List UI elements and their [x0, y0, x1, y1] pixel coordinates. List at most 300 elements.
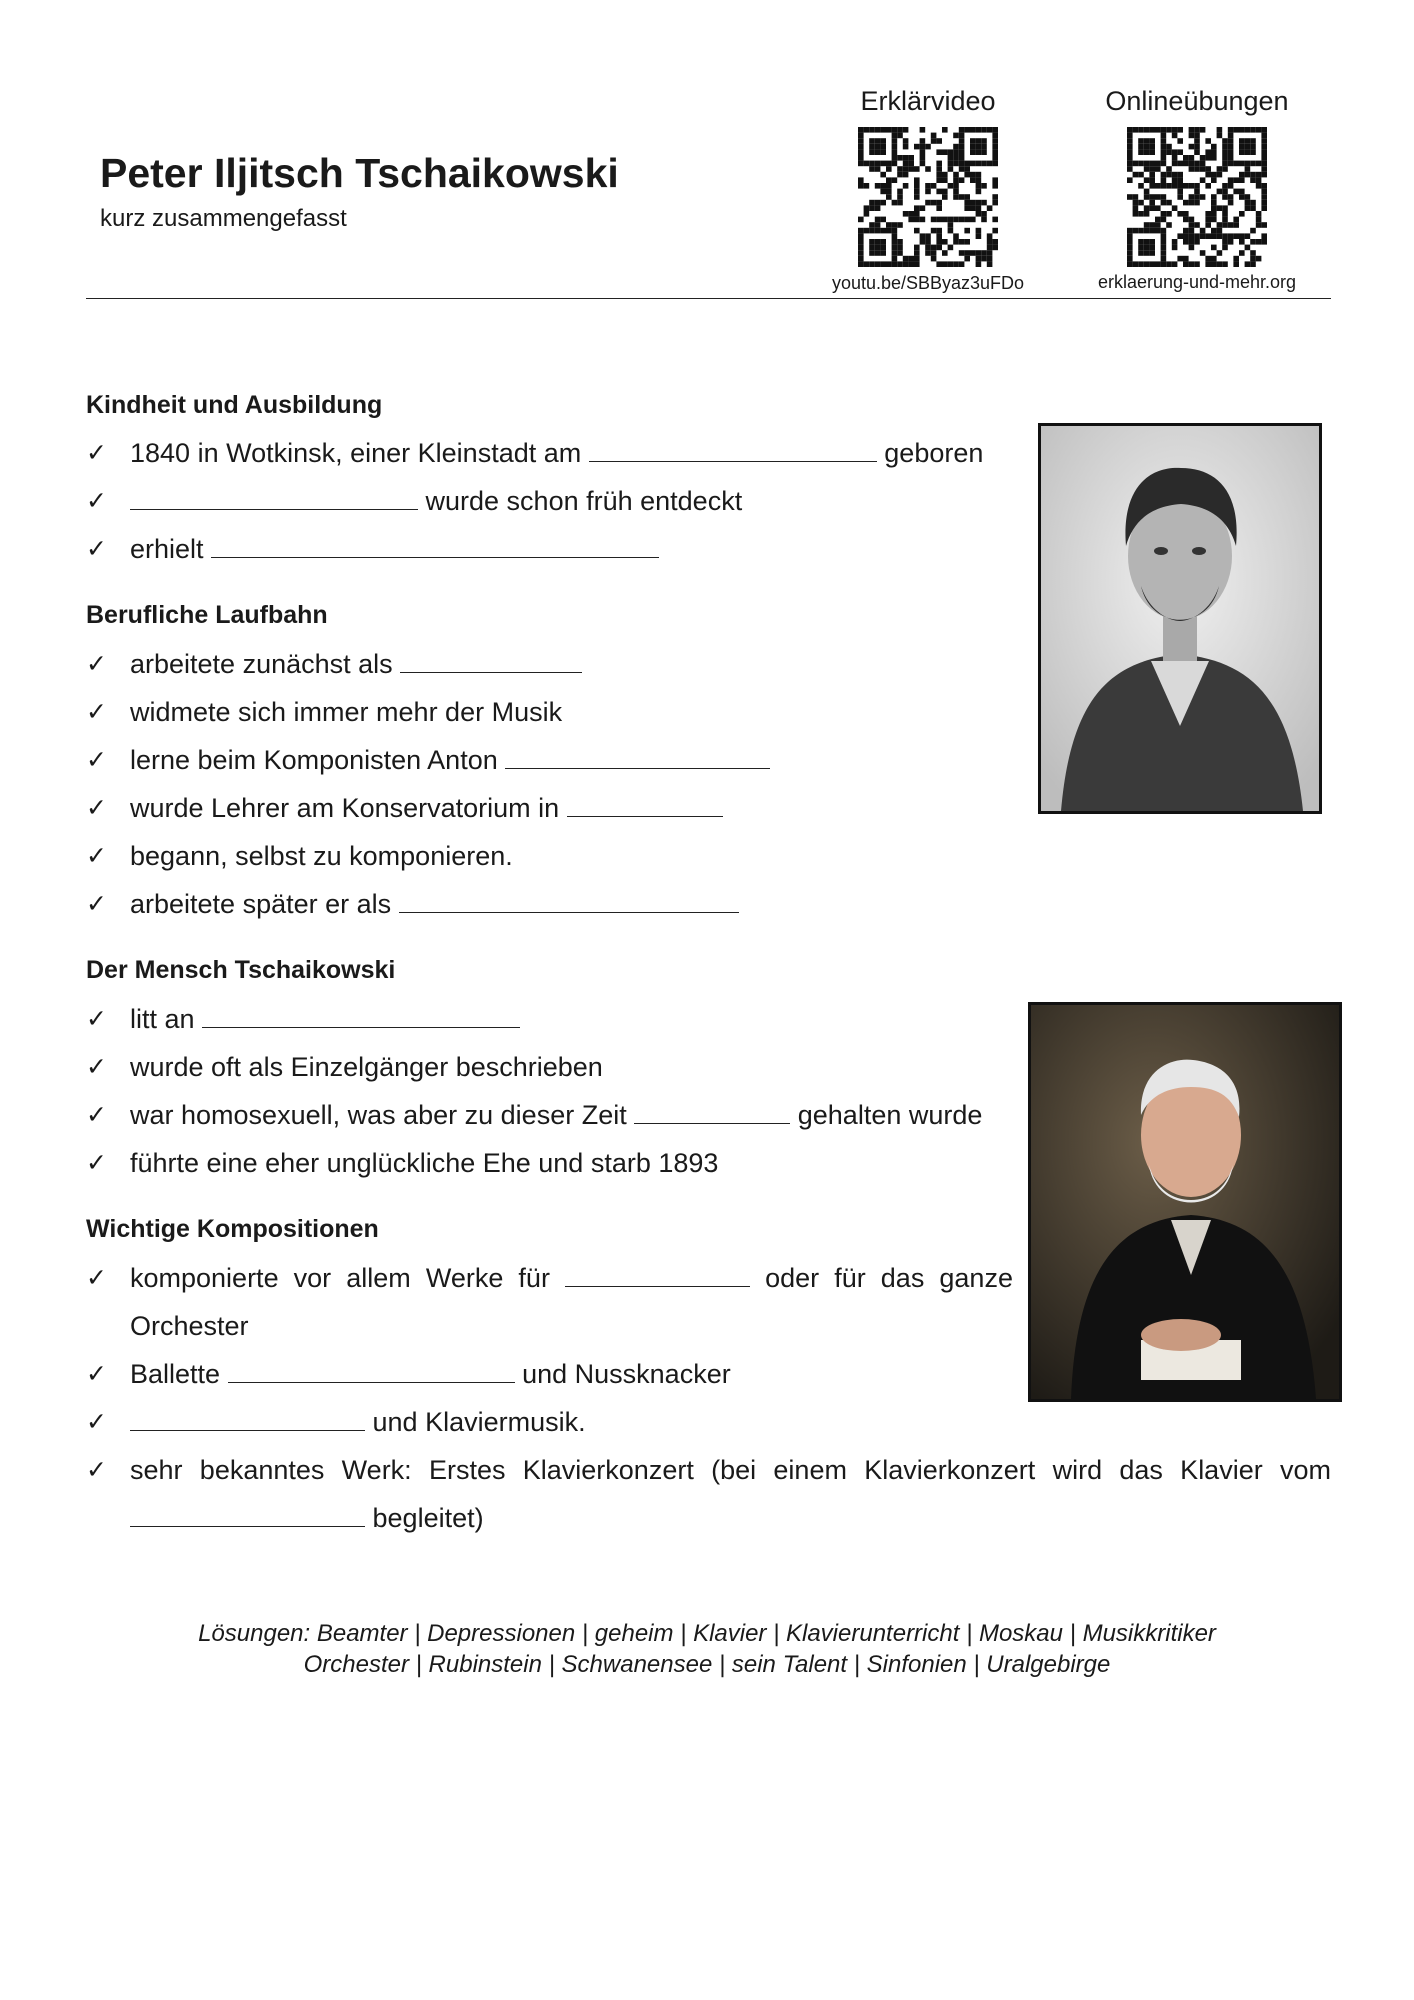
- qr-module: [1166, 127, 1172, 133]
- heading-mensch: Der Mensch Tschaikowski: [86, 956, 396, 984]
- qr-module: [864, 183, 870, 189]
- qr-module: [1233, 222, 1239, 228]
- item-text: sehr bekanntes Werk: Erstes Klavierkonzert (bei einem Klavierkonzert wird das Klavier vom: [130, 1455, 1331, 1485]
- qr-module: [1200, 194, 1206, 200]
- qr-module: [1127, 261, 1133, 267]
- qr-module: [1261, 161, 1267, 167]
- item-text: lerne beim Komponisten Anton: [130, 745, 498, 775]
- qr-module: [914, 250, 920, 256]
- qr-module: [1138, 149, 1144, 155]
- qr-module: [1161, 127, 1167, 133]
- solutions-line-2: Orchester | Rubinstein | Schwanensee | sein Talent | Sinfonien | Uralgebirge: [303, 1651, 1111, 1678]
- qr-module: [959, 127, 965, 133]
- qr-module: [1211, 261, 1217, 267]
- qr-module: [964, 250, 970, 256]
- qr-module: [1149, 222, 1155, 228]
- fill-in-blank[interactable]: [565, 1260, 750, 1287]
- qr-module: [1189, 239, 1195, 245]
- check-icon: ✓: [86, 794, 107, 822]
- qr-module: [903, 138, 909, 144]
- qr-module: [1261, 127, 1267, 133]
- qr-module: [1138, 183, 1144, 189]
- qr-module: [1211, 228, 1217, 234]
- qr-module: [1228, 155, 1234, 161]
- qr-module: [1189, 155, 1195, 161]
- qr-module: [981, 183, 987, 189]
- qr-module: [880, 261, 886, 267]
- qr-module: [925, 250, 931, 256]
- qr-module: [953, 261, 959, 267]
- qr-module: [1155, 161, 1161, 167]
- qr-module: [864, 261, 870, 267]
- qr-module: [903, 211, 909, 217]
- qr-module: [1189, 166, 1195, 172]
- qr-module: [880, 149, 886, 155]
- page-subtitle: kurz zusammengefasst: [100, 205, 347, 232]
- qr-module: [1133, 161, 1139, 167]
- qr-module: [1205, 256, 1211, 262]
- qr-code-video-icon[interactable]: [858, 127, 998, 265]
- qr-module: [925, 166, 931, 172]
- qr-module: [970, 172, 976, 178]
- qr-module: [1149, 161, 1155, 167]
- qr-module: [869, 261, 875, 267]
- qr-module: [1194, 261, 1200, 267]
- qr-module: [936, 239, 942, 245]
- qr-module: [1144, 177, 1150, 183]
- qr-module: [1127, 144, 1133, 150]
- qr-module: [880, 250, 886, 256]
- qr-code-exercises-icon[interactable]: [1127, 127, 1267, 265]
- fill-in-blank[interactable]: [130, 1404, 365, 1431]
- qr-module: [1211, 172, 1217, 178]
- qr-module: [880, 189, 886, 195]
- qr-module: [1211, 233, 1217, 239]
- qr-module: [914, 189, 920, 195]
- qr-module: [1228, 200, 1234, 206]
- qr-module: [925, 189, 931, 195]
- qr-module: [964, 200, 970, 206]
- qr-module: [1149, 194, 1155, 200]
- fill-in-blank[interactable]: [211, 531, 659, 558]
- qr-module: [1177, 256, 1183, 262]
- qr-module: [892, 250, 898, 256]
- qr-module: [1127, 127, 1133, 133]
- qr-module: [964, 172, 970, 178]
- list-item: [86, 832, 513, 880]
- qr-module: [936, 200, 942, 206]
- qr-module: [1155, 261, 1161, 267]
- qr-module: [1177, 127, 1183, 133]
- qr-module: [936, 217, 942, 223]
- qr-module: [897, 239, 903, 245]
- qr-module: [869, 200, 875, 206]
- qr-module: [1245, 200, 1251, 206]
- qr-module: [908, 217, 914, 223]
- qr-module: [920, 127, 926, 133]
- qr-module: [1222, 149, 1228, 155]
- qr-module: [970, 161, 976, 167]
- qr-module: [964, 166, 970, 172]
- qr-module: [953, 233, 959, 239]
- qr-module: [953, 217, 959, 223]
- qr-module: [1228, 177, 1234, 183]
- qr-module: [936, 172, 942, 178]
- qr-module: [1256, 161, 1262, 167]
- qr-module: [987, 250, 993, 256]
- qr-module: [1194, 166, 1200, 172]
- qr-module: [992, 217, 998, 223]
- qr-module: [931, 183, 937, 189]
- qr-module: [1194, 144, 1200, 150]
- qr-module: [1133, 172, 1139, 178]
- qr-module: [1172, 239, 1178, 245]
- qr-module: [920, 155, 926, 161]
- qr-module: [1245, 194, 1251, 200]
- qr-module: [1194, 200, 1200, 206]
- qr-module: [953, 194, 959, 200]
- qr-module: [1161, 133, 1167, 139]
- qr-module: [897, 250, 903, 256]
- qr-module: [1261, 172, 1267, 178]
- fill-in-blank[interactable]: [130, 483, 418, 510]
- qr-module: [936, 161, 942, 167]
- qr-module: [886, 189, 892, 195]
- qr-module: [1138, 211, 1144, 217]
- qr-module: [959, 217, 965, 223]
- qr-module: [959, 133, 965, 139]
- qr-module: [858, 250, 864, 256]
- qr-module: [981, 149, 987, 155]
- qr-module: [1256, 183, 1262, 189]
- qr-module: [869, 228, 875, 234]
- qr-module: [1144, 261, 1150, 267]
- qr-module: [987, 239, 993, 245]
- qr-module: [1133, 211, 1139, 217]
- qr-module: [1222, 222, 1228, 228]
- qr-module: [970, 177, 976, 183]
- qr-module: [1261, 144, 1267, 150]
- qr-module: [1233, 161, 1239, 167]
- qr-module: [869, 222, 875, 228]
- qr-module: [953, 172, 959, 178]
- qr-module: [903, 261, 909, 267]
- qr-module: [886, 261, 892, 267]
- qr-module: [1166, 222, 1172, 228]
- qr-module: [942, 189, 948, 195]
- list-item: [86, 525, 659, 573]
- qr-module: [964, 228, 970, 234]
- qr-module: [1138, 138, 1144, 144]
- qr-module: [1161, 183, 1167, 189]
- qr-module: [976, 161, 982, 167]
- qr-module: [948, 245, 954, 251]
- qr-module: [1256, 177, 1262, 183]
- list-item: [86, 736, 770, 784]
- qr-module: [1149, 228, 1155, 234]
- qr-module: [964, 161, 970, 167]
- qr-module: [1233, 177, 1239, 183]
- fill-in-blank[interactable]: [228, 1356, 515, 1383]
- qr-module: [1144, 205, 1150, 211]
- qr-module: [1172, 155, 1178, 161]
- qr-module: [858, 233, 864, 239]
- qr-module: [1194, 127, 1200, 133]
- qr-module: [1189, 194, 1195, 200]
- qr-module: [897, 189, 903, 195]
- fill-in-blank[interactable]: [202, 1001, 520, 1028]
- qr-module: [886, 222, 892, 228]
- fill-in-blank[interactable]: [505, 742, 770, 769]
- qr-module: [1245, 245, 1251, 251]
- qr-module: [953, 161, 959, 167]
- qr-module: [1161, 261, 1167, 267]
- item-text: wurde oft als Einzelgänger beschrieben: [130, 1052, 603, 1082]
- qr-module: [908, 211, 914, 217]
- qr-module: [875, 222, 881, 228]
- fill-in-blank[interactable]: [634, 1097, 790, 1124]
- qr-module: [908, 155, 914, 161]
- qr-module: [914, 183, 920, 189]
- qr-module: [880, 183, 886, 189]
- qr-module: [1149, 239, 1155, 245]
- list-item: [86, 640, 582, 688]
- qr-module: [931, 200, 937, 206]
- qr-module: [1149, 205, 1155, 211]
- qr-module: [892, 161, 898, 167]
- qr-module: [903, 183, 909, 189]
- fill-in-blank[interactable]: [589, 435, 877, 462]
- qr-module: [1256, 222, 1262, 228]
- qr-module: [869, 144, 875, 150]
- qr-module: [858, 144, 864, 150]
- qr-module: [981, 217, 987, 223]
- qr-module: [1149, 166, 1155, 172]
- qr-module: [1256, 217, 1262, 223]
- qr-module: [981, 250, 987, 256]
- qr-module: [1172, 133, 1178, 139]
- qr-module: [942, 172, 948, 178]
- qr-module: [981, 144, 987, 150]
- qr-module: [948, 261, 954, 267]
- qr-module: [1161, 177, 1167, 183]
- qr-module: [1166, 211, 1172, 217]
- qr-module: [903, 172, 909, 178]
- page-title: Peter Iljitsch Tschaikowski: [100, 150, 619, 196]
- qr-module: [942, 239, 948, 245]
- qr-module: [1161, 155, 1167, 161]
- qr-module: [892, 245, 898, 251]
- qr-module: [1222, 245, 1228, 251]
- qr-module: [880, 200, 886, 206]
- qr-module: [1205, 217, 1211, 223]
- qr-module: [1261, 138, 1267, 144]
- qr-module: [897, 133, 903, 139]
- fill-in-blank[interactable]: [400, 646, 582, 673]
- list-item: [86, 1446, 1331, 1542]
- qr-module: [1211, 194, 1217, 200]
- qr-module: [1133, 127, 1139, 133]
- qr-module: [864, 211, 870, 217]
- qr-module: [1149, 183, 1155, 189]
- qr-module: [992, 194, 998, 200]
- qr-module: [1211, 200, 1217, 206]
- qr-module: [1166, 183, 1172, 189]
- qr-module: [1217, 228, 1223, 234]
- qr-module: [953, 149, 959, 155]
- qr-module: [1211, 211, 1217, 217]
- item-text: und Klaviermusik.: [372, 1407, 586, 1437]
- qr-video-caption: Erklärvideo: [860, 86, 996, 116]
- qr-module: [1172, 177, 1178, 183]
- fill-in-blank[interactable]: [399, 886, 739, 913]
- qr-module: [908, 161, 914, 167]
- qr-module: [1144, 149, 1150, 155]
- qr-module: [1172, 161, 1178, 167]
- qr-module: [1239, 211, 1245, 217]
- qr-module: [936, 261, 942, 267]
- qr-module: [858, 183, 864, 189]
- item-text: arbeitete zunächst als: [130, 649, 393, 679]
- qr-module: [936, 233, 942, 239]
- qr-module: [1172, 183, 1178, 189]
- qr-module: [875, 239, 881, 245]
- qr-module: [1144, 138, 1150, 144]
- qr-module: [1144, 144, 1150, 150]
- qr-module: [948, 183, 954, 189]
- qr-module: [875, 149, 881, 155]
- fill-in-blank[interactable]: [130, 1500, 365, 1527]
- list-item: [86, 1254, 1013, 1350]
- qr-module: [1217, 261, 1223, 267]
- qr-module: [875, 161, 881, 167]
- qr-module: [1144, 250, 1150, 256]
- qr-module: [964, 194, 970, 200]
- qr-module: [1172, 261, 1178, 267]
- qr-module: [925, 245, 931, 251]
- check-icon: ✓: [86, 1053, 107, 1081]
- qr-module: [1183, 228, 1189, 234]
- qr-module: [1177, 189, 1183, 195]
- qr-module: [1217, 233, 1223, 239]
- qr-module: [875, 166, 881, 172]
- qr-module: [1189, 161, 1195, 167]
- qr-module: [976, 200, 982, 206]
- qr-module: [1189, 133, 1195, 139]
- qr-module: [1149, 245, 1155, 251]
- qr-module: [880, 245, 886, 251]
- qr-module: [892, 149, 898, 155]
- item-text: erhielt: [130, 534, 204, 564]
- item-text: geboren: [884, 438, 984, 468]
- qr-module: [1228, 194, 1234, 200]
- qr-module: [914, 211, 920, 217]
- qr-exercises-caption: Onlineübungen: [1105, 86, 1289, 116]
- qr-module: [869, 149, 875, 155]
- qr-module: [1222, 211, 1228, 217]
- qr-module: [920, 138, 926, 144]
- qr-module: [908, 166, 914, 172]
- qr-module: [880, 127, 886, 133]
- solutions-box: [0, 1618, 1414, 1680]
- qr-module: [936, 205, 942, 211]
- list-item: [86, 880, 739, 928]
- qr-module: [1200, 250, 1206, 256]
- qr-module: [959, 239, 965, 245]
- check-icon: ✓: [86, 746, 107, 774]
- qr-module: [1194, 239, 1200, 245]
- fill-in-blank[interactable]: [567, 790, 723, 817]
- qr-module: [864, 127, 870, 133]
- qr-module: [925, 144, 931, 150]
- qr-module: [1189, 183, 1195, 189]
- qr-module: [1245, 166, 1251, 172]
- qr-module: [992, 228, 998, 234]
- qr-module: [864, 161, 870, 167]
- check-icon: ✓: [86, 1360, 107, 1388]
- qr-module: [970, 127, 976, 133]
- qr-module: [959, 149, 965, 155]
- qr-module: [1211, 217, 1217, 223]
- qr-exercises-url[interactable]: erklaerung-und-mehr.org: [1097, 272, 1297, 292]
- qr-module: [1200, 161, 1206, 167]
- check-icon: ✓: [86, 487, 107, 515]
- qr-module: [976, 228, 982, 234]
- item-text: begann, selbst zu komponieren.: [130, 841, 513, 871]
- qr-module: [992, 239, 998, 245]
- item-text: begleitet): [372, 1503, 484, 1533]
- qr-module: [1245, 149, 1251, 155]
- qr-module: [942, 194, 948, 200]
- qr-module: [886, 183, 892, 189]
- qr-module: [1233, 127, 1239, 133]
- qr-module: [1166, 144, 1172, 150]
- qr-module: [914, 261, 920, 267]
- qr-module: [976, 144, 982, 150]
- qr-module: [1194, 138, 1200, 144]
- qr-module: [869, 239, 875, 245]
- qr-module: [970, 200, 976, 206]
- item-text: und Nussknacker: [522, 1359, 731, 1389]
- qr-module: [1166, 166, 1172, 172]
- qr-module: [1138, 161, 1144, 167]
- qr-module: [1194, 133, 1200, 139]
- qr-module: [1233, 233, 1239, 239]
- qr-module: [987, 205, 993, 211]
- qr-module: [936, 228, 942, 234]
- qr-module: [1183, 155, 1189, 161]
- qr-module: [897, 222, 903, 228]
- qr-module: [1161, 245, 1167, 251]
- qr-module: [1161, 228, 1167, 234]
- qr-module: [1228, 161, 1234, 167]
- item-text: gehalten wurde: [797, 1100, 983, 1130]
- check-icon: ✓: [86, 1005, 107, 1033]
- qr-module: [920, 149, 926, 155]
- qr-module: [1256, 127, 1262, 133]
- qr-video-url[interactable]: youtu.be/SBByaz3uFDo: [831, 273, 1025, 293]
- qr-module: [936, 166, 942, 172]
- qr-module: [1194, 189, 1200, 195]
- qr-module: [970, 217, 976, 223]
- qr-module: [953, 133, 959, 139]
- list-item: [86, 429, 983, 477]
- list-item: [86, 1398, 586, 1446]
- list-item: [86, 1350, 731, 1398]
- qr-module: [964, 127, 970, 133]
- check-icon: ✓: [86, 842, 107, 870]
- qr-module: [1205, 211, 1211, 217]
